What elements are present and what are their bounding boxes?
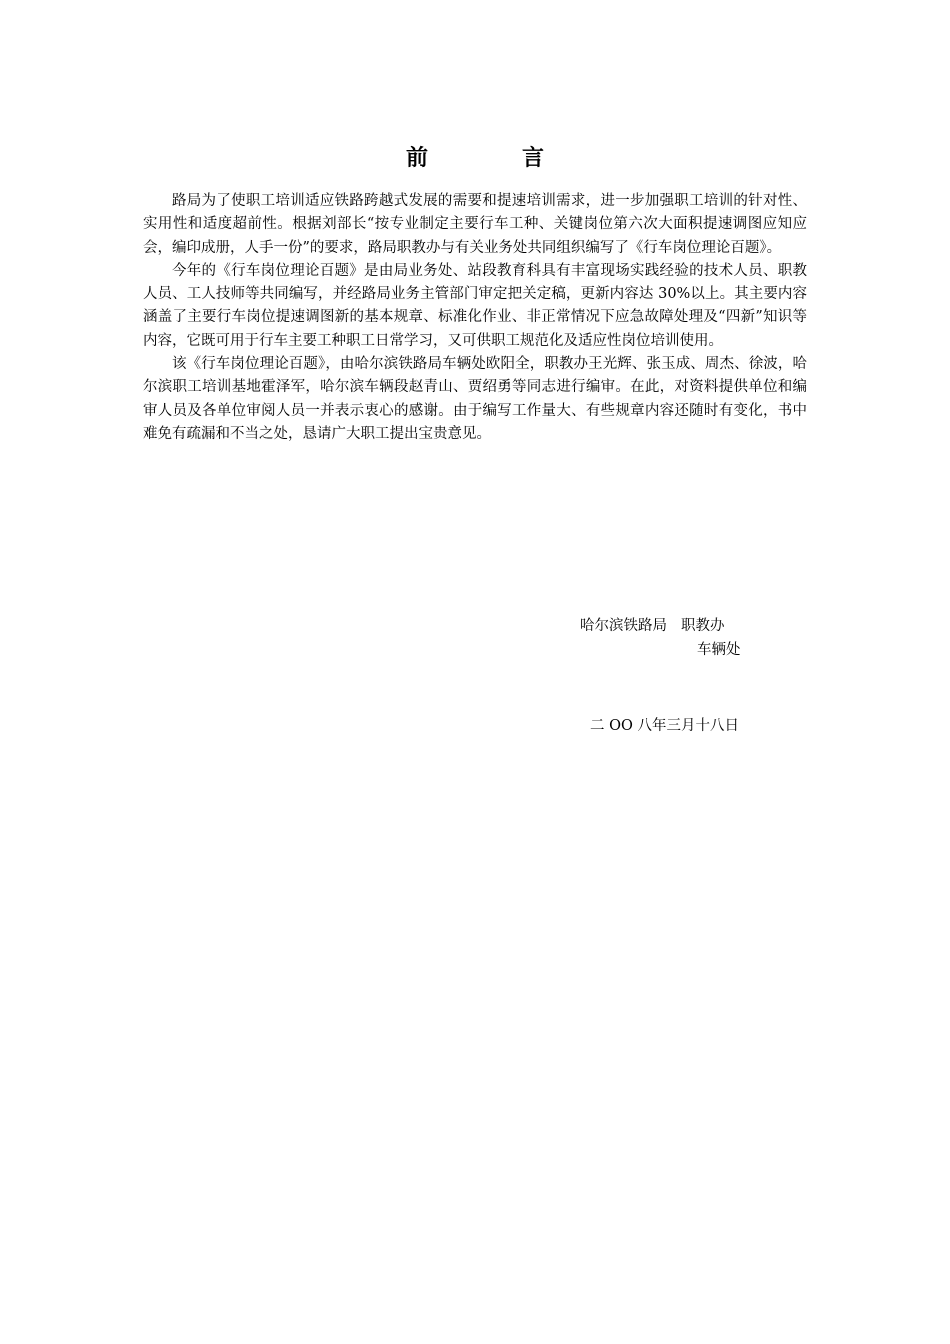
document-date: 二 OO 八年三月十八日: [590, 718, 739, 734]
paragraph-1: 路局为了使职工培训适应铁路跨越式发展的需要和提速培训需求，进一步加强职工培训的针对性、实用性和适度超前性。根据刘部长“按专业制定主要行车工种、关键岗位第六次大面积提速调图应知应会，编印成册，人手一份”的要求，路局职教办与有关业务处共同组织编写了《行车岗位理论百题》。: [143, 193, 807, 256]
signature-organization: 哈尔滨铁路局: [580, 618, 667, 634]
signature-department-1: 职教办: [681, 618, 725, 634]
signature-block: [580, 614, 780, 662]
signature-line-1: [580, 614, 780, 638]
paragraph-2: 今年的《行车岗位理论百题》是由局业务处、站段教育科具有丰富现场实践经验的技术人员、职教人员、工人技师等共同编写，并经路局业务主管部门审定把关定稿，更新内容达 30%以上。其主要内容涵盖了主要行车岗位提速调图新的基本规章、标准化作业、非正常情况下应急故障处理及“四新”知识等内容，它既可用于行车主要工种职工日常学习，又可供职工规范化及适应性岗位培训使用。: [143, 262, 807, 349]
signature-line-2: [580, 638, 780, 662]
paragraph-3: 该《行车岗位理论百题》，由哈尔滨铁路局车辆处欧阳全，职教办王光辉、张玉成、周杰、徐波，哈尔滨职工培训基地霍泽军，哈尔滨车辆段赵青山、贾绍勇等同志进行编审。在此，对资料提供单位和编审人员及各单位审阅人员一并表示衷心的感谢。由于编写工作量大、有些规章内容还随时有变化，书中难免有疏漏和不当之处，恳请广大职工提出宝贵意见。: [143, 356, 807, 442]
page-title: 前 言: [405, 145, 580, 171]
preface-body: [143, 190, 807, 446]
signature-department-2: 车辆处: [697, 642, 741, 658]
